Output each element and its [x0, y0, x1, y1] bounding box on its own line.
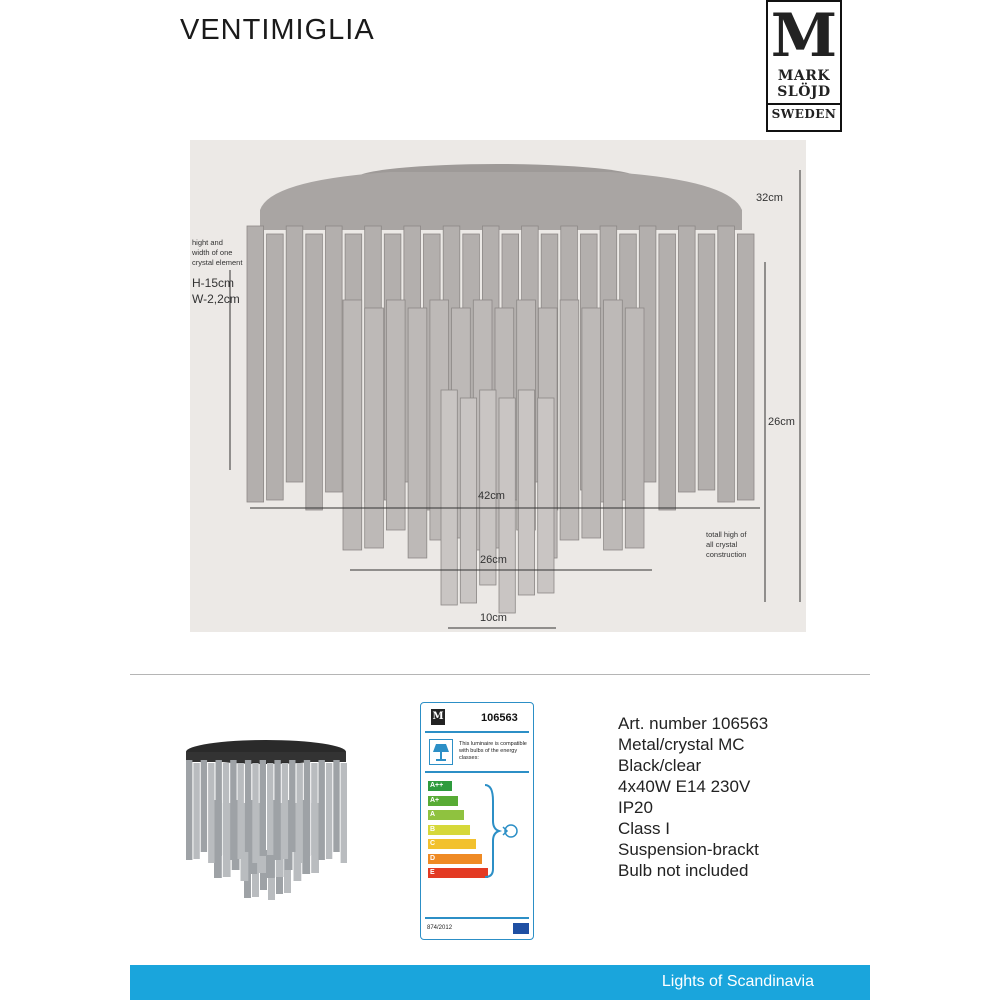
spec-item: Suspension-brackt [618, 840, 759, 859]
crystal-prism [245, 760, 251, 852]
label-rule [425, 917, 529, 919]
crystal-prism [274, 760, 280, 860]
total-note-line: construction [706, 550, 747, 559]
label-article-number: 106563 [481, 712, 518, 724]
eu-flag-icon [513, 923, 529, 934]
dim-width-26: 26cm [480, 554, 507, 566]
crystal-prism [216, 760, 222, 856]
label-logo: M [431, 709, 445, 725]
energy-class-bar: E [428, 868, 488, 878]
crystal-prism [518, 390, 534, 595]
crystal-prism [304, 760, 310, 856]
crystal-width: W-2,2cm [192, 292, 240, 306]
crystal-prism [282, 763, 288, 859]
crystal-prism [238, 763, 244, 859]
crystal-prism [698, 234, 715, 490]
crystal-prism [306, 234, 323, 510]
label-rule [425, 771, 529, 773]
crystal-prism [223, 763, 229, 855]
crystal-note-line: hight and [192, 238, 223, 247]
technical-drawing [190, 140, 806, 632]
energy-class-bar: D [428, 854, 482, 864]
brand-logo [766, 0, 842, 132]
crystal-prism [297, 763, 303, 863]
crystal-prism [252, 763, 258, 863]
spec-item: Art. number 106563 [618, 714, 769, 733]
crystal-prism [267, 763, 273, 855]
logo-line-3: SWEDEN [768, 103, 840, 122]
spec-item: Black/clear [618, 756, 702, 775]
footer-bar [130, 965, 870, 1000]
regulation-number: 874/2012 [427, 925, 453, 931]
spec-item: Class I [618, 819, 670, 838]
total-note-line: totall high of [706, 530, 747, 539]
crystal-prism [311, 763, 317, 855]
crystal-height: H-15cm [192, 276, 235, 290]
crystal-note-line: crystal element [192, 258, 243, 267]
crystal-prism [289, 760, 295, 852]
crystal-prism [193, 763, 199, 859]
logo-initial: M [770, 1, 838, 71]
crystal-prism [208, 763, 214, 863]
energy-class-bar: C [428, 839, 476, 849]
total-note-line: all crystal [706, 540, 738, 549]
crystal-prism [386, 300, 405, 530]
label-compat-text: This luminaire is compatible with bulbs of the energy classes: [459, 741, 527, 761]
footer-tagline: Lights of Scandinavia [661, 973, 814, 990]
crystal-prism [679, 226, 696, 492]
crystal-prism [737, 234, 754, 500]
bulb-bracket-icon [481, 781, 529, 881]
crystal-prism [460, 398, 476, 603]
crystal-prism [186, 760, 192, 860]
product-photo [180, 740, 356, 900]
dim-width-42: 42cm [478, 490, 505, 502]
energy-class-bar: A [428, 810, 464, 820]
energy-label [420, 702, 534, 940]
energy-class-bar: B [428, 825, 470, 835]
logo-line-1: MARK [777, 68, 831, 84]
spec-list [618, 713, 768, 881]
crystal-prism [201, 760, 207, 852]
crystal-prism [408, 308, 427, 558]
crystal-prism [247, 226, 264, 502]
spec-item: Bulb not included [618, 861, 749, 880]
crystal-prism [625, 308, 644, 548]
crystal-prism [718, 226, 735, 502]
product-title: VENTIMIGLIA [180, 14, 375, 46]
crystal-prism [333, 760, 339, 852]
energy-class-bar: A++ [428, 781, 452, 791]
crystal-prism [343, 300, 362, 550]
energy-class-bar: A+ [428, 796, 458, 806]
crystal-prism [260, 760, 266, 856]
crystal-prism [604, 300, 623, 550]
lamp-icon [429, 739, 453, 765]
spec-item: Metal/crystal MC [618, 735, 745, 754]
spec-item: IP20 [618, 798, 653, 817]
dim-top-height: 32cm [756, 192, 783, 204]
spec-item: 4x40W E14 230V [618, 777, 751, 796]
section-divider [130, 674, 870, 675]
crystal-prism [341, 763, 347, 863]
crystal-prism [441, 390, 457, 605]
crystal-prism [659, 234, 676, 510]
crystal-prism [326, 226, 343, 492]
crystal-prism [538, 398, 554, 593]
crystal-prism [267, 234, 284, 500]
crystal-note-line: width of one [192, 248, 233, 257]
crystal-prism [326, 763, 332, 859]
crystal-prism [230, 760, 236, 860]
crystal-note [192, 238, 242, 268]
crystal-prism [499, 398, 515, 613]
total-height-note [706, 530, 746, 560]
dim-body-height: 26cm [768, 416, 795, 428]
logo-line-2: SLÖJD [777, 84, 831, 100]
dim-width-10: 10cm [480, 612, 507, 624]
crystal-prism [365, 308, 384, 548]
label-rule [425, 731, 529, 733]
crystal-prism [560, 300, 579, 540]
crystal-prism [582, 308, 601, 538]
crystal-prism [286, 226, 303, 482]
crystal-prism [319, 760, 325, 860]
